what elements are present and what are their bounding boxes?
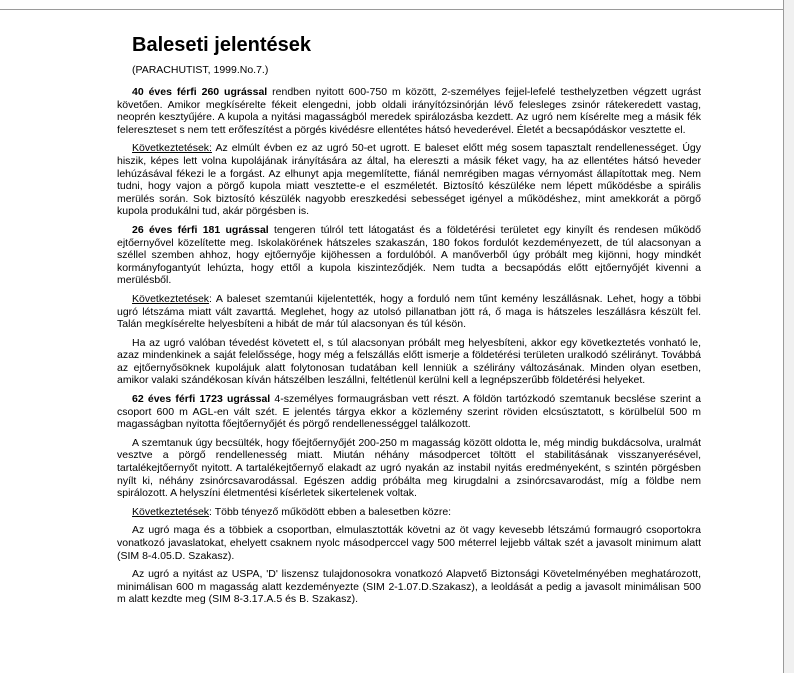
- article: [117, 32, 701, 612]
- case-lead: 40 éves férfi 260 ugrással: [132, 86, 268, 98]
- conclusion-label: Következtetések: [132, 505, 210, 518]
- case-lead: 26 éves férfi 181 ugrással: [132, 223, 269, 236]
- paragraph-9: Az ugró maga és a többiek a csoportban, elmulasztották követni az öt vagy kevesebb létszámú formaugró csoportokra vonatkozó javaslatokat, ehelyett csaknem nyolc másodperccel vagy 500 méterrel lejjebb váltak szét a javasolt minimum alatt (SIM 8-4.05.D. Szakasz).: [117, 524, 701, 562]
- paragraph-10: Az ugró a nyitást az USPA, 'D' liszensz tulajdonosokra vonatkozó Alapvető Biztonsági Követelményében meghatározott, minimálisan 600 m magasság alatt kezdeményezte (SIM 2-1.07.D.Szakasz), a leoldását a pedig a javasolt minimálisan 500 m alatt kezdte meg (SIM 8-3.17.A.5 és B. Szakasz).: [117, 568, 701, 606]
- vertical-scrollbar[interactable]: [783, 0, 794, 673]
- paragraph-text: : Több tényező működött ebben a balesetben közre:: [209, 505, 452, 518]
- paragraph-3: [117, 224, 701, 287]
- paragraph-8: [117, 506, 701, 519]
- paragraph-text: tengeren túlról tett látogatást és a földetérési területet egy kinyílt és rendesen működő ejtőernyővel közelítette meg. Iskolakörének hátszeles szakaszán, 180 fokos fordulót kezdeményezett, de túl alacsonyan a széllel szemben ahhoz, hogy ejtőernyője kijöhessen a fordulóból. A manőverből úgy próbált meg kijönni, hogy mindkét kormányfogantyút lehúzta, hogy ettől a kupola kiszinteződjék. Nem tudta a becsapódás előtt ejtőernyőjét kivenni a merülésből.: [117, 223, 701, 287]
- paragraph-text: rendben nyitott 600-750 m között, 2-személyes fejjel-lefelé testhelyzetben végzett ugrást követően. Amikor megkísérelte fékeit elengedni, jobb oldali irányítózsinórján lévő felesleges zsinór rátekeredett vastag, neoprén kesztyűjére. A kupola a nyitási magasságból meredek spirálozásba kezdett. Az ugró nem kísérelte meg a másik fék felereszteset s nem tett erőfeszítést a pörgés kivédésre ellentétes hátsó hevederével. Életét a becsapódáskor vesztette el.: [117, 86, 701, 136]
- paragraph-5: Ha az ugró valóban tévedést követett el, s túl alacsonyan próbált meg helyesbíteni, akkor egy következtetés vonható le, azaz mindenkinek a saját felelőssége, hogy még a felszállás előtt ismerje a földetérési területen uralkodó szélirányt. Továbbá az ejtőernyősöknek kupolájuk alatt folytonosan tudatában kell lenniük a szélirány változásának. Minden olyan esetben, amikor valaki szándékosan kíván hátszélben leszállni, feltétlenül kerülni kell a legnépszerűbb földetérési helyeket.: [117, 336, 701, 387]
- case-lead: 62 éves férfi 1723 ugrással: [132, 393, 271, 406]
- paragraph-1: [117, 86, 701, 136]
- document-page: [0, 10, 782, 673]
- paragraph-text: 4-személyes formaugrásban vett részt. A földön tartózkodó szemtanuk becslése szerint a csoport 600 m AGL-en vált szét. E jelentés tárgya ekkor a közlemény szerint röviden elcsúsztatott, s körülbelül 500 m magasságban nyitotta főejtőernyőjét és pörgő rendellenességgel találkozott.: [117, 393, 701, 431]
- source-citation: (PARACHUTIST, 1999.No.7.): [132, 64, 269, 76]
- paragraph-2: [117, 142, 701, 218]
- window-top-border: [0, 0, 783, 10]
- paragraph-text: Az elmúlt évben ez az ugró 50-et ugrott. E baleset előtt még sosem tapasztalt rendellenességet. Úgy hiszik, képes lett volna kupolájának irányítására az által, ha elereszti a másik féket vagy, ha az ellentétes hátsó heveder lehúzásával fékezi le a forgást. Az elhunyt apja megemlítette, fiánál nemrégiben magas vérnyomást állapítottak meg. Nem tudni, hogy vajon a pörgő kupola miatt vesztette-e el eszméletét. Biztosító készüléke nem lépett működésbe a spirális merülés során. Sok biztosító készülék nagyobb ereszkedési sebességet igényel a működéshez, mint amekkorát a pörgő kupola produkálni tud, akár pörgésben is.: [117, 142, 701, 218]
- paragraph-text: : A baleset szemtanúi kijelentették, hogy a forduló nem tűnt kemény leszállásnak. Lehet, hogy a többi ugró létszáma miatt vált zavarttá. Meglehet, hogy az utolsó pillanatban jött rá, ő maga is hátszeles leszállásra készült fel. Talán megkísérelte helyesbíteni a hibát de már túl alacsonyan és túl késön.: [117, 292, 701, 331]
- page-title: Baleseti jelentések: [132, 34, 311, 56]
- paragraph-7: A szemtanuk úgy becsülték, hogy főejtőernyőjét 200-250 m magasság között oldotta le, még mindig bukdácsolva, uralmát vesztve a pörgő rendellenesség miatt. Miután néhány másodpercet töltött el stabilitásának visszanyerésével, tartalékejtőernyőt nyitott. A tartalékejtőernyő elakadt az ugró nyakán az instabil nyitás eredményeként, s szintén pörgésben nyílt ki, néhány zsinórcsavarodással. Egészen addig próbálta meg kirugdalni a zsinórcsavarodást, míg a földbe nem spirálozott. A helyszíni életmentési kísérletek sikertelenek voltak.: [117, 436, 701, 500]
- paragraph-4: [117, 293, 701, 331]
- conclusion-label: Következtetések: [132, 292, 210, 305]
- conclusion-label: Következtetések:: [132, 142, 212, 155]
- paragraph-6: [117, 393, 701, 431]
